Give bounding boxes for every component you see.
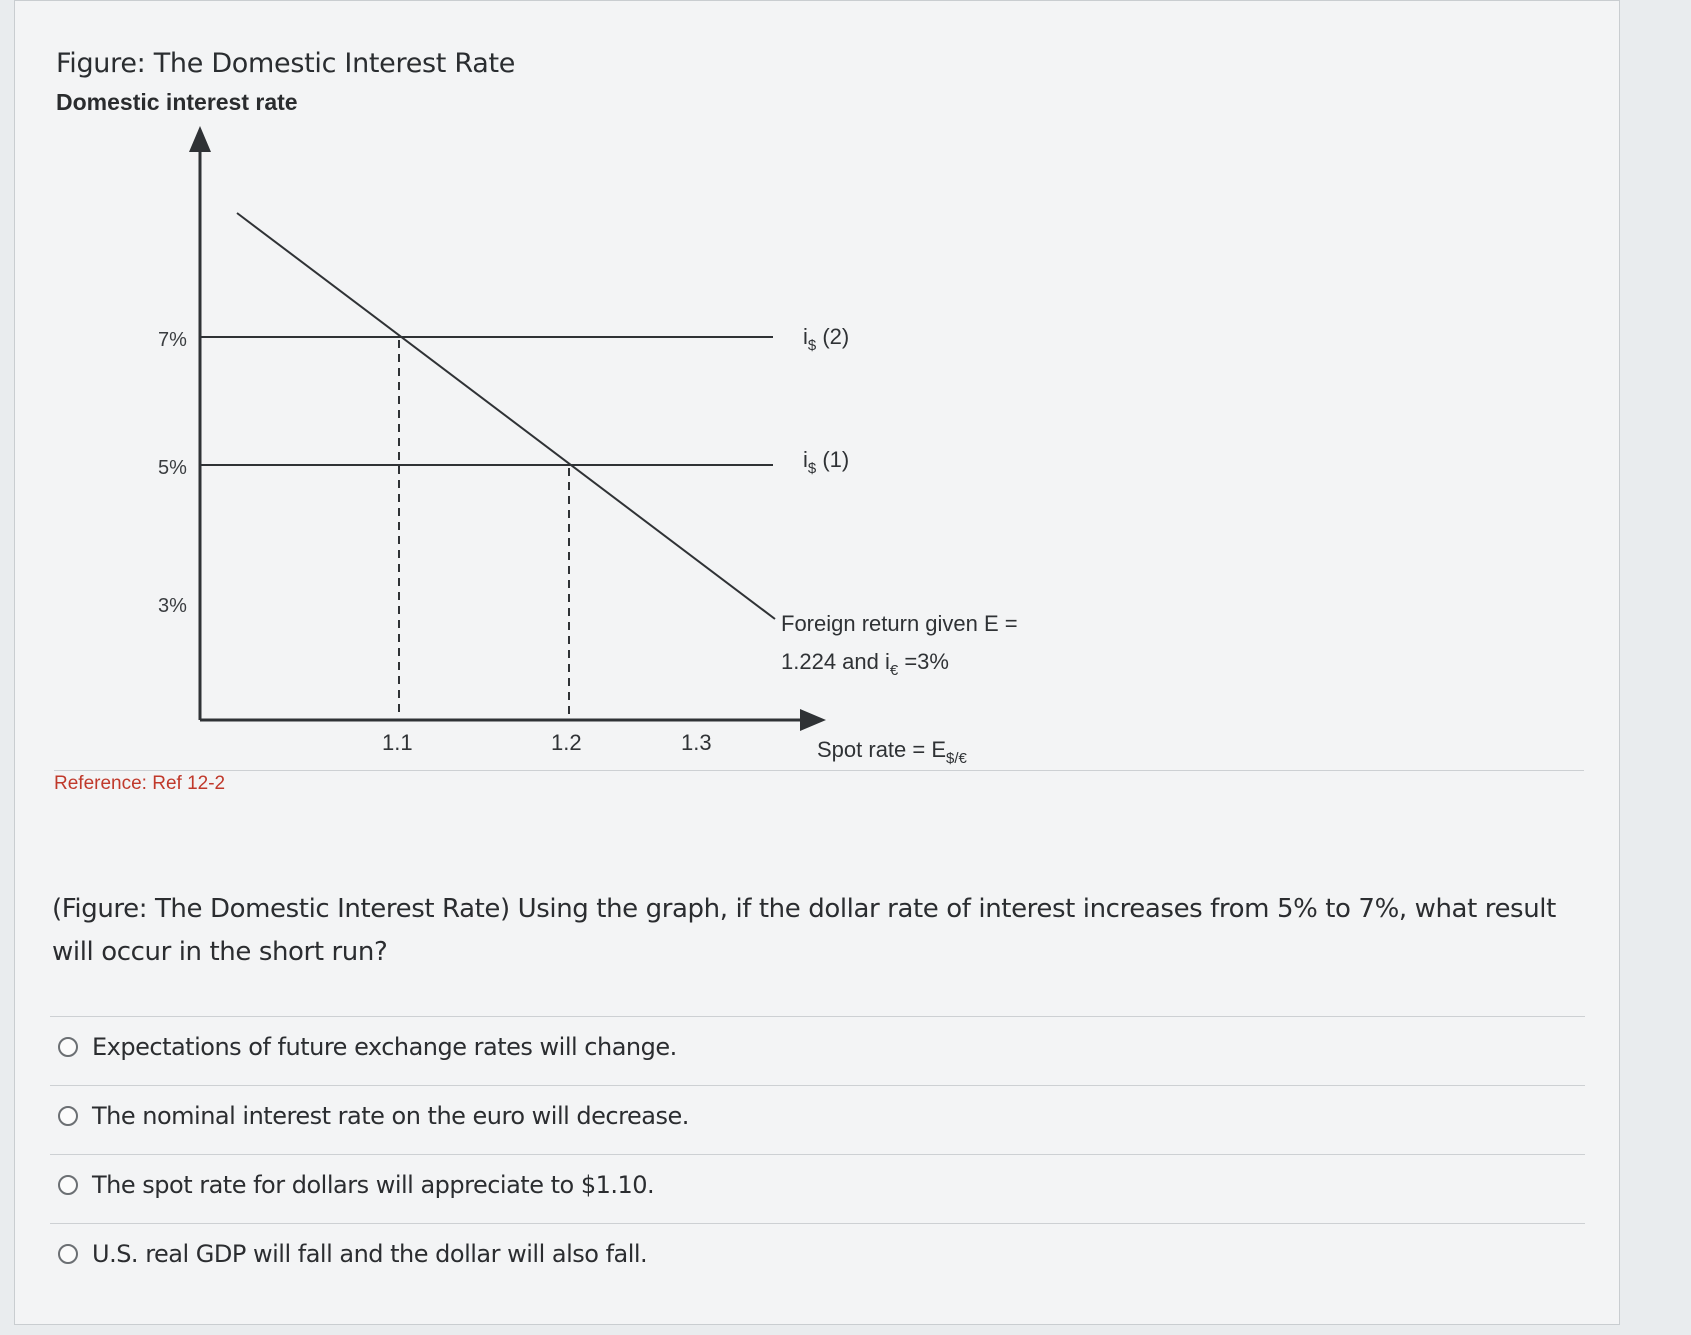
x-axis-arrow <box>800 709 826 731</box>
option-label: Expectations of future exchange rates will change. <box>92 1033 677 1061</box>
y-tick-7: 7% <box>158 329 187 351</box>
radio-circle-icon[interactable] <box>58 1175 78 1195</box>
option-label: The nominal interest rate on the euro will decrease. <box>92 1102 689 1130</box>
foreign-return-label-line2: 1.224 and $i_€ =3\%$ <box>781 649 949 679</box>
options-divider-1 <box>50 1085 1585 1086</box>
is1-label: $i_{\$}$ (1) <box>803 447 850 477</box>
figure-title: Figure: The Domestic Interest Rate <box>56 48 516 79</box>
radio-circle-icon[interactable] <box>58 1244 78 1264</box>
options-divider-2 <box>50 1154 1585 1155</box>
question-text: (Figure: The Domestic Interest Rate) Using the graph, if the dollar rate of interest increases from 5% to 7%, what result will occur in the short run? <box>52 894 1556 967</box>
radio-circle-icon[interactable] <box>58 1106 78 1126</box>
y-tick-5: 5% <box>158 457 187 479</box>
answer-option-3[interactable] <box>58 1165 654 1205</box>
radio-circle-icon[interactable] <box>58 1037 78 1057</box>
x-axis-title: Spot rate = $E_{\$/€}$ <box>817 737 967 767</box>
answer-option-1[interactable] <box>58 1027 677 1067</box>
y-axis-title: Domestic interest rate <box>56 89 298 115</box>
x-tick-1-1: 1.1 <box>382 730 413 755</box>
answer-option-2[interactable] <box>58 1096 689 1136</box>
reference-label: Reference: Ref 12-2 <box>54 773 226 794</box>
is2-label: $i_{\$}$ (2) <box>803 324 850 354</box>
option-label: The spot rate for dollars will appreciate to $1.10. <box>92 1171 655 1199</box>
answer-option-4[interactable] <box>58 1234 647 1274</box>
x-tick-1-3: 1.3 <box>681 730 712 755</box>
foreign-return-label-line1: Foreign return given E = <box>781 611 1018 636</box>
options-divider-0 <box>50 1016 1585 1017</box>
y-tick-3: 3% <box>158 595 187 617</box>
figure-divider <box>54 770 1584 771</box>
y-axis-arrow <box>189 126 211 152</box>
x-tick-1-2: 1.2 <box>551 730 582 755</box>
option-label: U.S. real GDP will fall and the dollar will also fall. <box>92 1240 648 1268</box>
options-divider-3 <box>50 1223 1585 1224</box>
foreign-return-line <box>237 213 775 619</box>
